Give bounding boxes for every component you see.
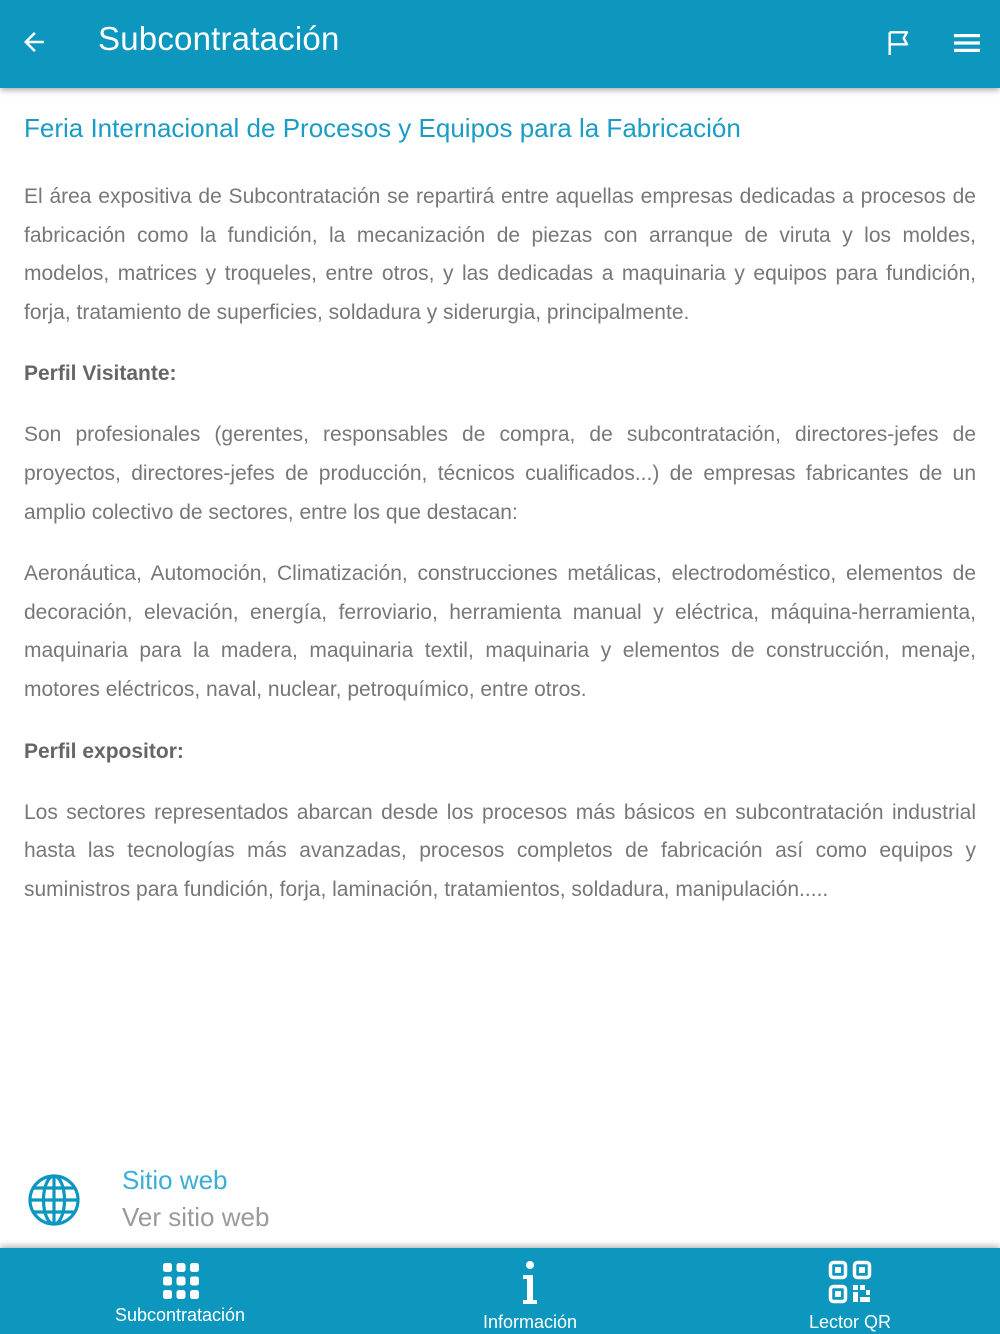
nav-label: Subcontratación xyxy=(114,1305,246,1325)
content-title: Feria Internacional de Procesos y Equipos para la Fabricación xyxy=(24,113,741,143)
visitor-profile-heading: Perfil Visitante: xyxy=(24,362,177,386)
globe-icon xyxy=(26,1172,82,1228)
hamburger-menu-icon xyxy=(953,31,981,55)
arrow-left-icon xyxy=(19,27,49,57)
nav-item-lector-qr[interactable] xyxy=(750,1248,950,1334)
intro-paragraph: El área expositiva de Subcontratación se repartirá entre aquellas empresas dedicadas a procesos de fabricación como la fundición, la mecanización de piezas con arranque de viruta y los moldes, modelos, matrices y troqueles, entre otros, y las dedicadas a maquinaria y equipos para fundición, forja, tratamiento de superficies, soldadura y siderurgia, principalmente. xyxy=(24,185,976,324)
flag-icon xyxy=(883,27,915,59)
app-bar xyxy=(0,0,1000,88)
info-icon xyxy=(518,1260,542,1306)
flag-button[interactable] xyxy=(876,20,922,66)
page-title: Subcontratación xyxy=(98,20,340,57)
nav-item-subcontratacion[interactable] xyxy=(80,1248,280,1334)
grid-icon xyxy=(162,1262,200,1300)
website-link-row[interactable] xyxy=(0,1162,1000,1242)
menu-button[interactable] xyxy=(944,20,990,66)
nav-item-informacion[interactable] xyxy=(430,1248,630,1334)
website-link-title: Sitio web xyxy=(122,1165,228,1195)
visitor-profile-text: Son profesionales (gerentes, responsables de compra, de subcontratación, directores-jefes de proyectos, directores-jefes de producción, técnicos cualificados...) de empresas fabricantes de un amplio colectivo de sectores, entre los que destacan: xyxy=(24,423,976,524)
back-button[interactable] xyxy=(10,16,58,68)
exhibitor-profile-text: Los sectores representados abarcan desde los procesos más básicos en subcontratación industrial hasta las tecnologías más avanzadas, procesos completos de fabricación así como equipos y suministros para fundición, forja, laminación, tratamientos, soldadura, manipulación..... xyxy=(24,800,976,901)
sectors-paragraph: Aeronáutica, Automoción, Climatización, construcciones metálicas, electrodoméstico, elementos de decoración, elevación, energía, ferroviario, herramienta manual y eléctrica, máquina-herramienta, maquinaria para la madera, maquinaria textil, maquinaria y elementos de construcción, menaje, motores eléctricos, naval, nuclear, petroquímico, entre otros. xyxy=(24,562,976,701)
exhibitor-profile-heading: Perfil expositor: xyxy=(24,739,184,763)
main-content xyxy=(24,108,976,932)
bottom-navigation xyxy=(0,1248,1000,1334)
nav-label: Información xyxy=(482,1312,578,1332)
nav-label: Lector QR xyxy=(808,1312,892,1332)
website-link-subtitle: Ver sitio web xyxy=(122,1202,270,1232)
qr-code-icon xyxy=(828,1260,872,1304)
